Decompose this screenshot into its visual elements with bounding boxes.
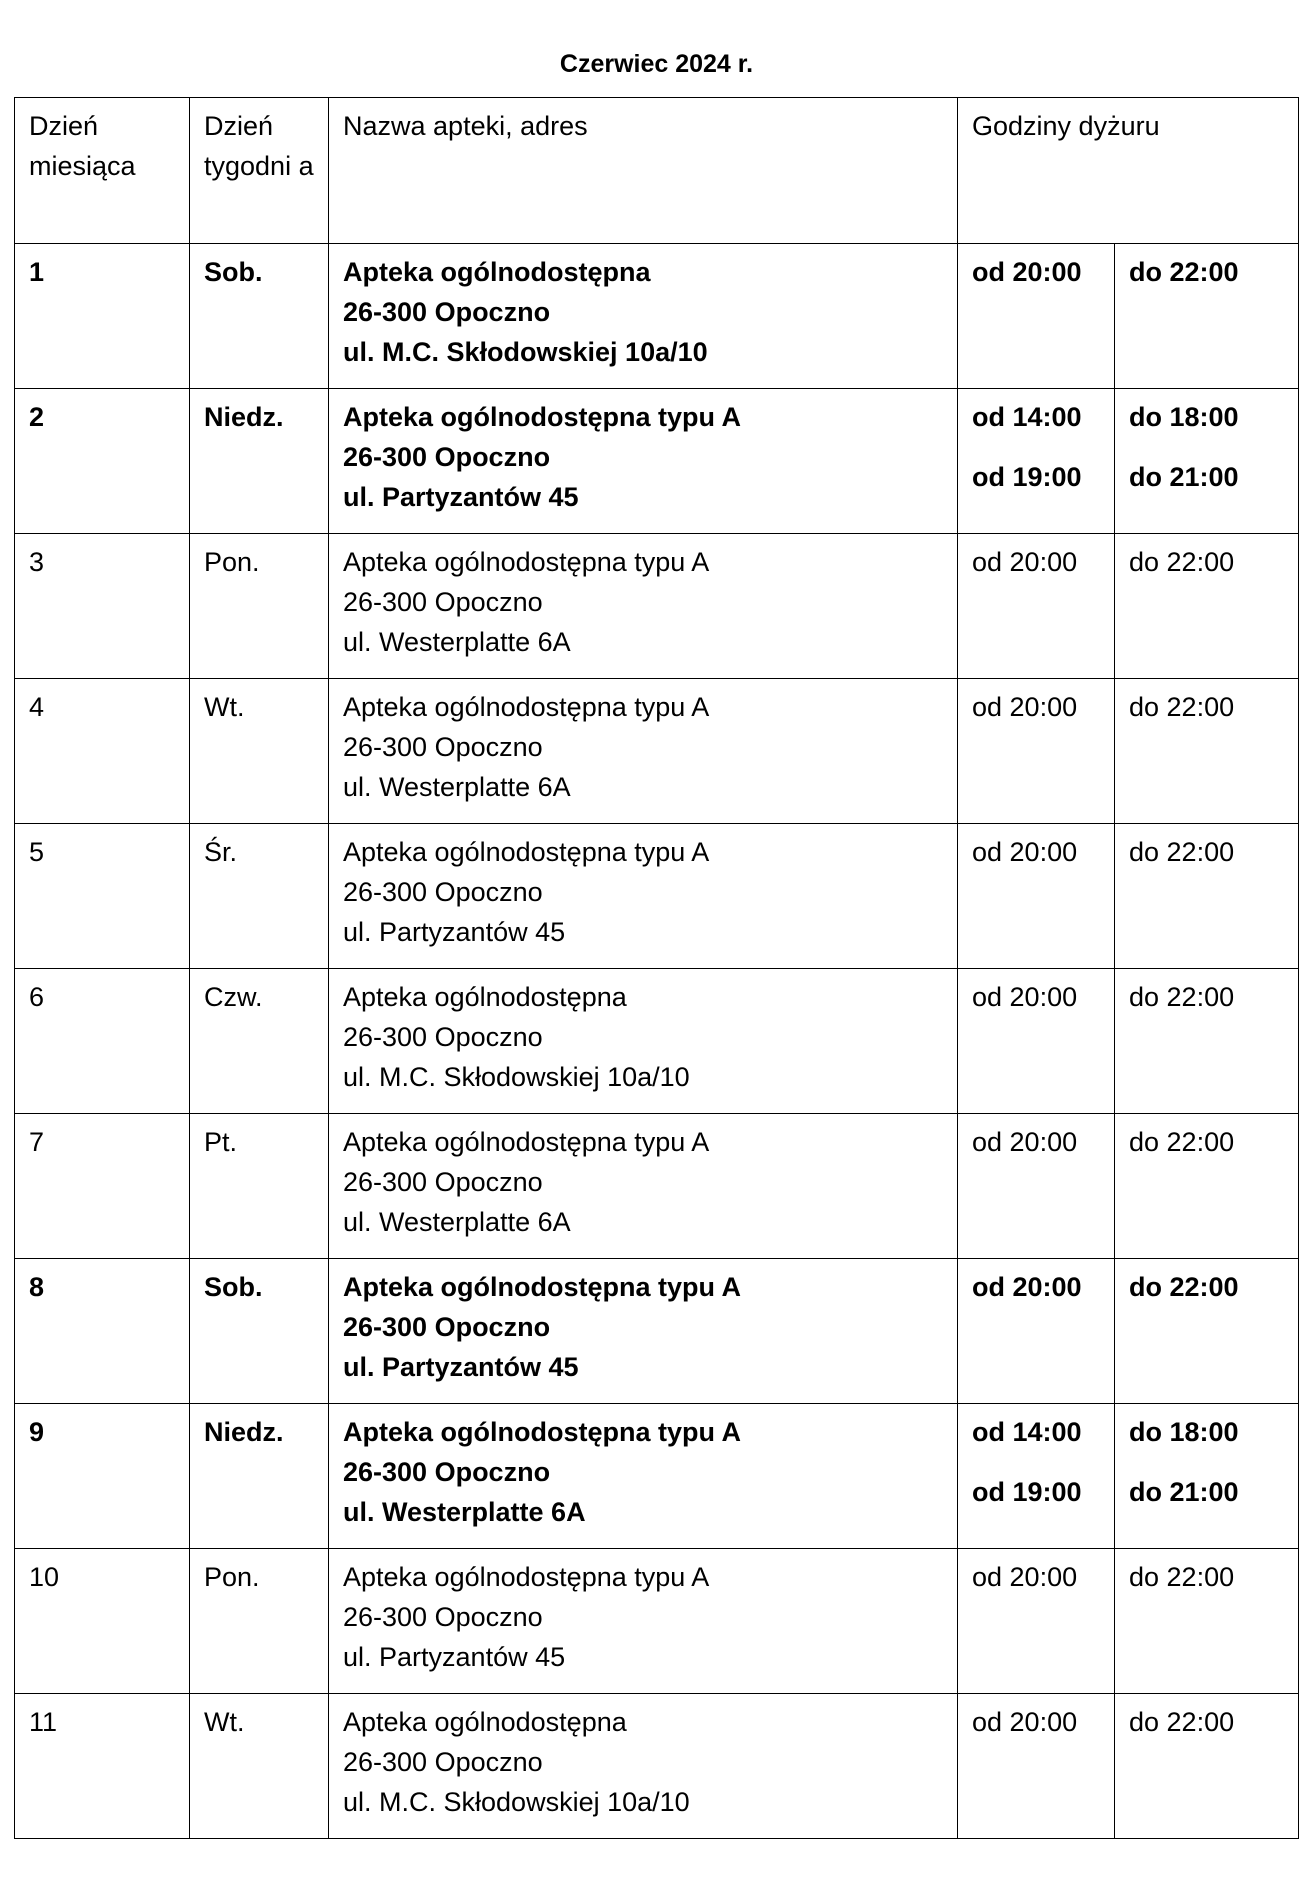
- hours-from-cell: [958, 1404, 1115, 1549]
- pharmacy-city: 26-300 Opoczno: [343, 732, 543, 762]
- hours-to-value: do 21:00: [1129, 1477, 1239, 1507]
- table-header-row: [15, 98, 1299, 244]
- pharmacy-city: 26-300 Opoczno: [343, 1312, 551, 1342]
- table-row: [15, 679, 1299, 824]
- day-of-week-cell: Pt.: [190, 1114, 329, 1259]
- day-of-month-cell: 11: [15, 1694, 190, 1839]
- hours-from-value: od 20:00: [972, 837, 1078, 867]
- pharmacy-street: ul. Partyzantów 45: [343, 1352, 579, 1382]
- pharmacy-cell: [329, 1694, 958, 1839]
- hours-to-value: do 22:00: [1129, 1562, 1235, 1592]
- day-of-week-cell: Niedz.: [190, 1404, 329, 1549]
- pharmacy-name: Apteka ogólnodostępna typu A: [343, 1417, 741, 1447]
- day-of-week-cell: Niedz.: [190, 389, 329, 534]
- table-body: [15, 244, 1299, 1839]
- pharmacy-name: Apteka ogólnodostępna typu A: [343, 402, 741, 432]
- hours-to-cell: [1115, 969, 1299, 1114]
- hours-to-value: do 22:00: [1129, 257, 1239, 287]
- hours-from-value: od 20:00: [972, 1707, 1078, 1737]
- pharmacy-city: 26-300 Opoczno: [343, 1457, 551, 1487]
- hours-from-value: od 20:00: [972, 692, 1078, 722]
- day-of-month-cell: 8: [15, 1259, 190, 1404]
- pharmacy-cell: [329, 1549, 958, 1694]
- hours-to-value: do 18:00: [1129, 402, 1239, 432]
- table-row: [15, 1259, 1299, 1404]
- day-of-month-cell: 7: [15, 1114, 190, 1259]
- hours-from-value: od 14:00: [972, 1417, 1082, 1447]
- pharmacy-cell: [329, 244, 958, 389]
- hours-to-cell: [1115, 1694, 1299, 1839]
- hours-to-value: do 22:00: [1129, 692, 1235, 722]
- pharmacy-name: Apteka ogólnodostępna typu A: [343, 1562, 710, 1592]
- hours-from-cell: [958, 1259, 1115, 1404]
- table-row: [15, 244, 1299, 389]
- pharmacy-cell: [329, 1259, 958, 1404]
- pharmacy-street: ul. M.C. Skłodowskiej 10a/10: [343, 1062, 690, 1092]
- table-row: [15, 1114, 1299, 1259]
- hours-from-cell: [958, 969, 1115, 1114]
- day-of-week-cell: Czw.: [190, 969, 329, 1114]
- pharmacy-street: ul. Partyzantów 45: [343, 917, 566, 947]
- hours-from-cell: [958, 1114, 1115, 1259]
- day-of-month-cell: 5: [15, 824, 190, 969]
- pharmacy-name: Apteka ogólnodostępna: [343, 257, 651, 287]
- table-row: [15, 534, 1299, 679]
- pharmacy-street: ul. Westerplatte 6A: [343, 1207, 571, 1237]
- hours-to-cell: [1115, 1259, 1299, 1404]
- day-of-week-cell: Pon.: [190, 1549, 329, 1694]
- pharmacy-name: Apteka ogólnodostępna typu A: [343, 1272, 741, 1302]
- hours-from-value: od 20:00: [972, 547, 1078, 577]
- hours-from-value: od 20:00: [972, 982, 1078, 1012]
- hours-from-value: od 20:00: [972, 1272, 1082, 1302]
- pharmacy-name: Apteka ogólnodostępna typu A: [343, 692, 710, 722]
- header-hours: Godziny dyżuru: [958, 98, 1299, 244]
- pharmacy-street: ul. Westerplatte 6A: [343, 627, 571, 657]
- header-pharmacy: Nazwa apteki, adres: [329, 98, 958, 244]
- pharmacy-city: 26-300 Opoczno: [343, 442, 551, 472]
- pharmacy-city: 26-300 Opoczno: [343, 297, 551, 327]
- duty-schedule-table: [14, 97, 1299, 1839]
- hours-from-cell: [958, 824, 1115, 969]
- table-row: [15, 1404, 1299, 1549]
- day-of-month-cell: 9: [15, 1404, 190, 1549]
- pharmacy-name: Apteka ogólnodostępna typu A: [343, 547, 710, 577]
- day-of-month-cell: 4: [15, 679, 190, 824]
- hours-to-cell: [1115, 244, 1299, 389]
- hours-from-cell: [958, 389, 1115, 534]
- pharmacy-cell: [329, 679, 958, 824]
- pharmacy-street: ul. Westerplatte 6A: [343, 772, 571, 802]
- table-row: [15, 389, 1299, 534]
- hours-to-cell: [1115, 679, 1299, 824]
- pharmacy-cell: [329, 1114, 958, 1259]
- day-of-month-cell: 6: [15, 969, 190, 1114]
- page-title: Czerwiec 2024 r.: [559, 50, 754, 78]
- hours-from-cell: [958, 1694, 1115, 1839]
- pharmacy-street: ul. M.C. Skłodowskiej 10a/10: [343, 337, 708, 367]
- pharmacy-name: Apteka ogólnodostępna typu A: [343, 1127, 710, 1157]
- hours-from-value: od 14:00: [972, 402, 1082, 432]
- day-of-week-cell: Pon.: [190, 534, 329, 679]
- day-of-month-cell: 1: [15, 244, 190, 389]
- hours-to-value: do 22:00: [1129, 837, 1235, 867]
- hours-from-cell: [958, 1549, 1115, 1694]
- hours-to-cell: [1115, 1404, 1299, 1549]
- hours-to-cell: [1115, 1549, 1299, 1694]
- pharmacy-name: Apteka ogólnodostępna: [343, 982, 627, 1012]
- pharmacy-cell: [329, 1404, 958, 1549]
- hours-to-cell: [1115, 1114, 1299, 1259]
- day-of-week-cell: Wt.: [190, 679, 329, 824]
- hours-from-value: od 20:00: [972, 1127, 1078, 1157]
- table-row: [15, 824, 1299, 969]
- hours-to-cell: [1115, 824, 1299, 969]
- day-of-week-cell: Śr.: [190, 824, 329, 969]
- hours-to-value: do 22:00: [1129, 982, 1235, 1012]
- hours-from-value: od 19:00: [972, 462, 1082, 492]
- pharmacy-cell: [329, 534, 958, 679]
- pharmacy-cell: [329, 824, 958, 969]
- pharmacy-name: Apteka ogólnodostępna: [343, 1707, 627, 1737]
- day-of-week-cell: Sob.: [190, 244, 329, 389]
- hours-to-value: do 22:00: [1129, 1127, 1235, 1157]
- pharmacy-cell: [329, 389, 958, 534]
- pharmacy-street: ul. Partyzantów 45: [343, 482, 579, 512]
- pharmacy-city: 26-300 Opoczno: [343, 1747, 543, 1777]
- hours-to-value: do 22:00: [1129, 1707, 1235, 1737]
- day-of-month-cell: 3: [15, 534, 190, 679]
- day-of-week-cell: Sob.: [190, 1259, 329, 1404]
- header-day-of-week: Dzień tygodni a: [190, 98, 329, 244]
- table-row: [15, 969, 1299, 1114]
- pharmacy-city: 26-300 Opoczno: [343, 1167, 543, 1197]
- hours-from-value: od 20:00: [972, 257, 1082, 287]
- hours-to-value: do 22:00: [1129, 1272, 1239, 1302]
- day-of-week-cell: Wt.: [190, 1694, 329, 1839]
- hours-to-value: do 21:00: [1129, 462, 1239, 492]
- hours-to-cell: [1115, 389, 1299, 534]
- pharmacy-city: 26-300 Opoczno: [343, 1602, 543, 1632]
- pharmacy-city: 26-300 Opoczno: [343, 587, 543, 617]
- hours-to-value: do 18:00: [1129, 1417, 1239, 1447]
- pharmacy-cell: [329, 969, 958, 1114]
- hours-to-value: do 22:00: [1129, 547, 1235, 577]
- hours-from-cell: [958, 679, 1115, 824]
- day-of-month-cell: 10: [15, 1549, 190, 1694]
- pharmacy-street: ul. M.C. Skłodowskiej 10a/10: [343, 1787, 690, 1817]
- hours-from-cell: [958, 534, 1115, 679]
- table-row: [15, 1549, 1299, 1694]
- pharmacy-city: 26-300 Opoczno: [343, 877, 543, 907]
- hours-from-value: od 20:00: [972, 1562, 1078, 1592]
- table-row: [15, 1694, 1299, 1839]
- pharmacy-name: Apteka ogólnodostępna typu A: [343, 837, 710, 867]
- day-of-month-cell: 2: [15, 389, 190, 534]
- pharmacy-city: 26-300 Opoczno: [343, 1022, 543, 1052]
- hours-from-value: od 19:00: [972, 1477, 1082, 1507]
- hours-from-cell: [958, 244, 1115, 389]
- pharmacy-street: ul. Westerplatte 6A: [343, 1497, 586, 1527]
- header-day-of-month: Dzień miesiąca: [15, 98, 190, 244]
- hours-to-cell: [1115, 534, 1299, 679]
- pharmacy-street: ul. Partyzantów 45: [343, 1642, 566, 1672]
